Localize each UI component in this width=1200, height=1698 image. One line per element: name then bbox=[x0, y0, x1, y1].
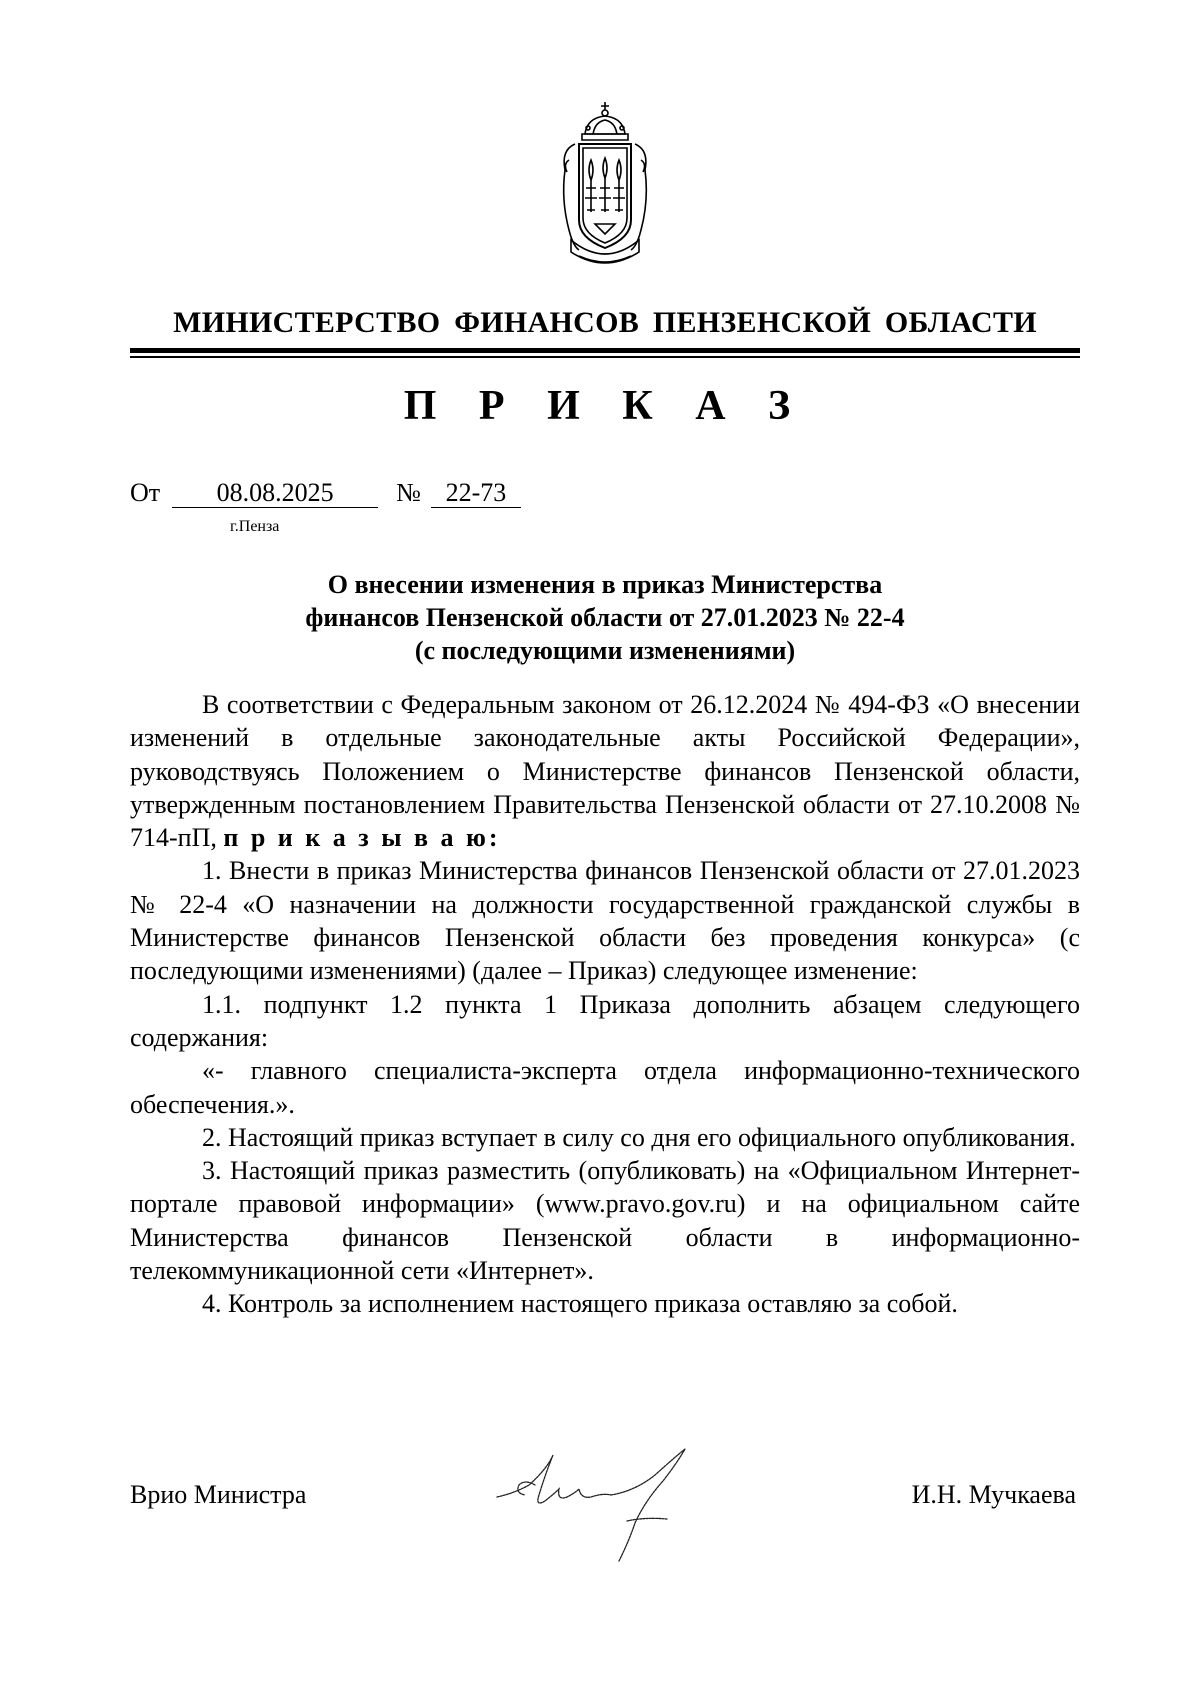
number-label: № bbox=[396, 478, 421, 507]
body-paragraph: «- главного специалиста-эксперта отдела информационно-технического обеспечения.». bbox=[130, 1056, 1080, 1119]
title-line: (с последующими изменениями) bbox=[414, 636, 796, 665]
body-paragraph: 1. Внести в приказ Министерства финансов Пензенской области от 27.01.2023 № 22-4 «О назначении на должности государственной гражданской службы в Министерстве финансов Пензенской области без проведения конкурса» (с последующими изменениями) (далее – Приказ) следующее изменение: bbox=[130, 856, 1080, 986]
signatory-position: Врио Министра bbox=[130, 1480, 307, 1509]
document-body bbox=[130, 688, 1080, 1321]
document-title bbox=[130, 568, 1080, 667]
document-date: 08.08.2025 bbox=[172, 479, 378, 508]
signatory-name: И.Н. Мучкаева bbox=[911, 1480, 1076, 1509]
date-number-row bbox=[130, 478, 521, 508]
body-paragraph: 4. Контроль за исполнением настоящего приказа оставляю за собой. bbox=[202, 1289, 958, 1319]
city-name: г.Пенза bbox=[230, 518, 280, 535]
date-label: От bbox=[130, 478, 161, 507]
body-paragraph: 3. Настоящий приказ разместить (опубликовать) на «Официальном Интернет-портале правовой информации» (www.pravo.gov.ru) и на официальном сайте Министерства финансов Пензенской области в информационно-телекоммуникационной сети «Интернет». bbox=[130, 1156, 1080, 1286]
preamble-text: В соответствии с Федеральным законом от 26.12.2024 № 494-ФЗ «О внесении изменений в отдельные законодательные акты Российской Федерации», руководствуясь Положением о Министерстве финансов Пензенской области, утвержденным постановлением Правительства Пензенской области от 27.10.2008 № 714-пП, bbox=[130, 690, 1080, 853]
document-number: 22-73 bbox=[431, 479, 521, 508]
title-line: финансов Пензенской области от 27.01.2023 № 22-4 bbox=[305, 603, 905, 632]
order-keyword: п р и к а з ы в а ю: bbox=[223, 823, 501, 853]
header-divider-thick bbox=[130, 348, 1080, 353]
body-paragraph: 2. Настоящий приказ вступает в силу со дня его официального опубликования. bbox=[202, 1122, 1076, 1152]
title-line: О внесении изменения в приказ Министерства bbox=[327, 570, 883, 599]
preamble-paragraph bbox=[130, 688, 1080, 854]
body-paragraph: 1.1. подпункт 1.2 пункта 1 Приказа дополнить абзацем следующего содержания: bbox=[130, 989, 1080, 1052]
handwritten-signature bbox=[495, 1445, 725, 1565]
header-divider-thin bbox=[130, 356, 1080, 358]
document-type-heading: П Р И К А З bbox=[403, 383, 807, 429]
coat-of-arms-icon bbox=[555, 100, 655, 268]
ministry-name: МИНИСТЕРСТВО ФИНАНСОВ ПЕНЗЕНСКОЙ ОБЛАСТИ bbox=[173, 306, 1037, 339]
